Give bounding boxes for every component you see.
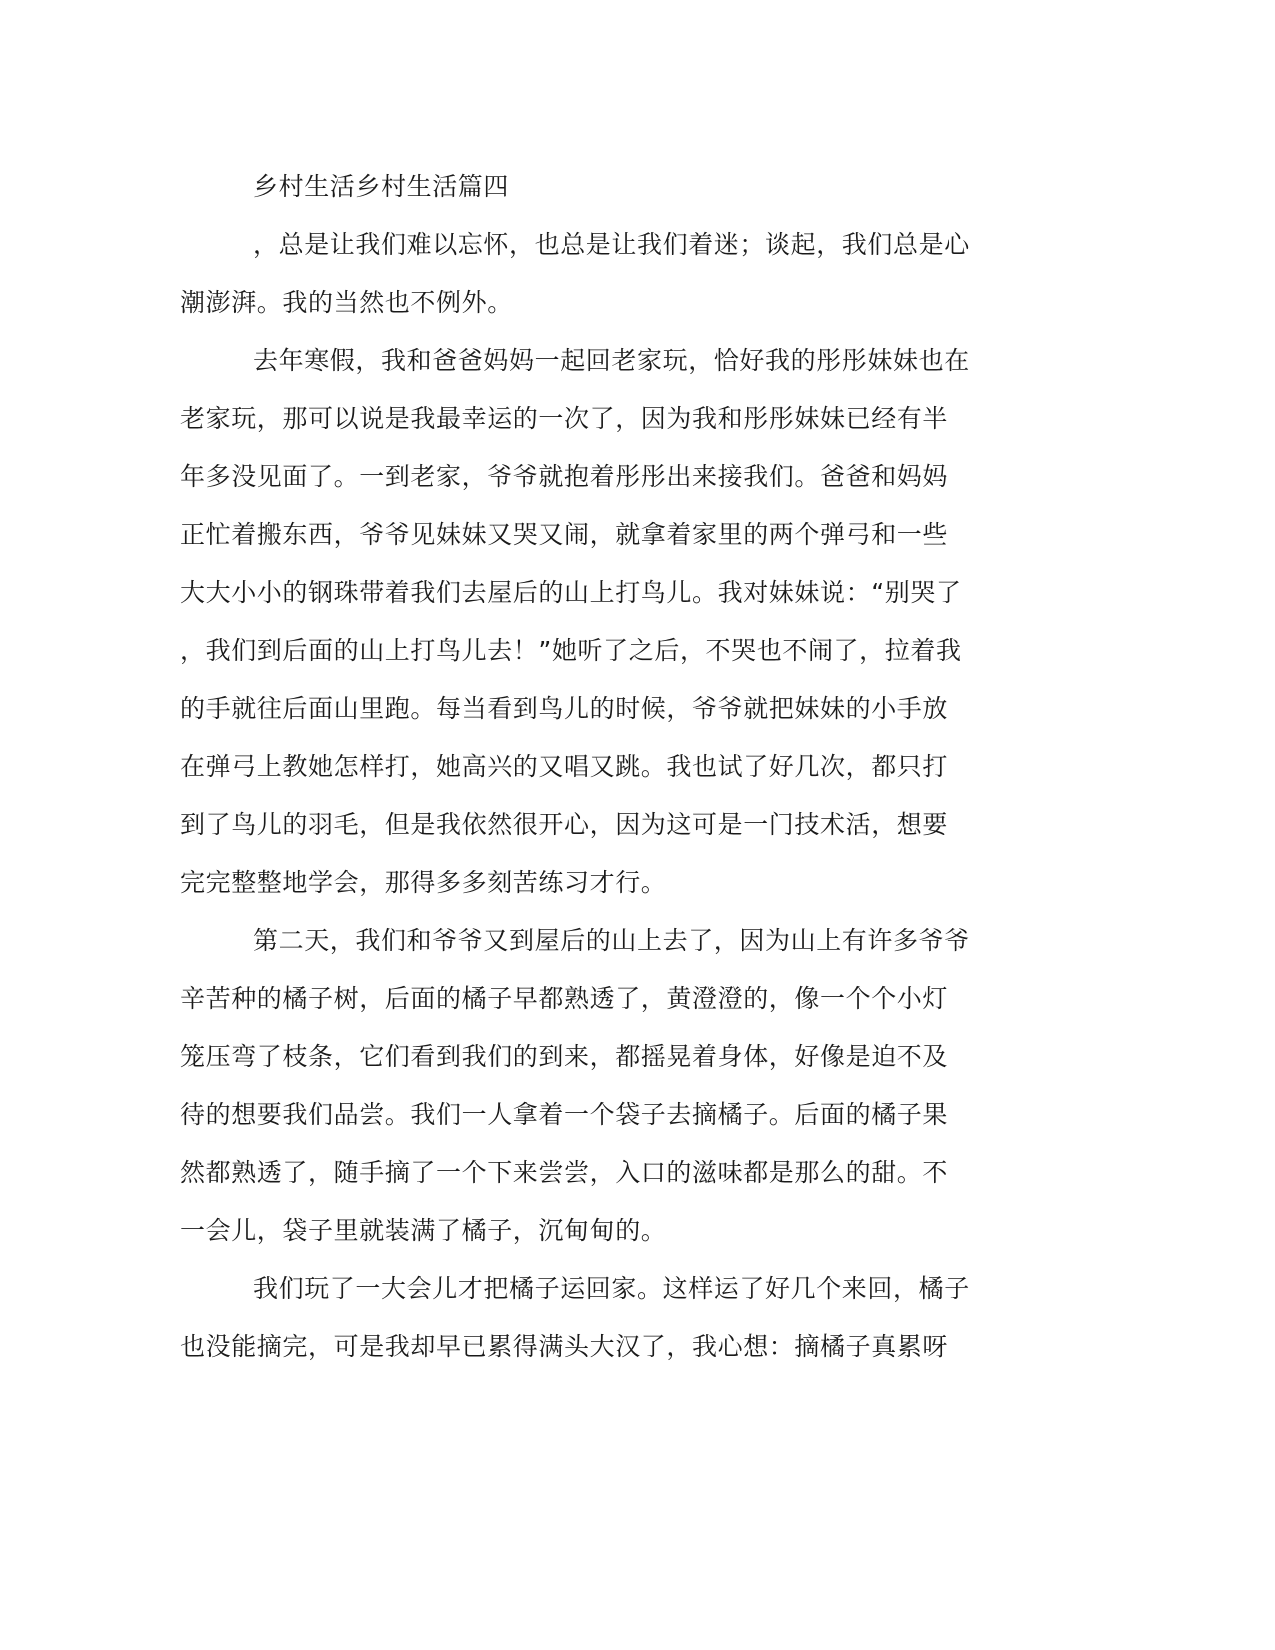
paragraph-1 xyxy=(180,216,1040,332)
paragraph-2 xyxy=(180,332,1040,912)
paragraph-line: 然都熟透了，随手摘了一个下来尝尝，入口的滋味都是那么的甜。不 xyxy=(180,1158,949,1187)
paragraph-line: 去年寒假，我和爸爸妈妈一起回老家玩，恰好我的彤彤妹妹也在 xyxy=(253,346,970,375)
paragraph-line: 年多没见面了。一到老家，爷爷就抱着彤彤出来接我们。爸爸和妈妈 xyxy=(180,462,949,491)
paragraph-line: ，总是让我们难以忘怀，也总是让我们着迷；谈起，我们总是心 xyxy=(253,230,970,259)
paragraph-line: 的手就往后面山里跑。每当看到鸟儿的时候，爷爷就把妹妹的小手放 xyxy=(180,694,949,723)
paragraph-4 xyxy=(180,1260,1040,1376)
document-title: 乡村生活乡村生活篇四 xyxy=(253,172,510,201)
paragraph-line: 辛苦种的橘子树，后面的橘子早都熟透了，黄澄澄的，像一个个小灯 xyxy=(180,984,949,1013)
paragraph-line: 潮澎湃。我的当然也不例外。 xyxy=(180,288,513,317)
paragraph-line: 我们玩了一大会儿才把橘子运回家。这样运了好几个来回，橘子 xyxy=(253,1274,970,1303)
paragraph-line: 也没能摘完，可是我却早已累得满头大汉了，我心想：摘橘子真累呀 xyxy=(180,1332,949,1361)
paragraph-line: 待的想要我们品尝。我们一人拿着一个袋子去摘橘子。后面的橘子果 xyxy=(180,1100,949,1129)
paragraph-3 xyxy=(180,912,1040,1260)
paragraph-line: 一会儿，袋子里就装满了橘子，沉甸甸的。 xyxy=(180,1216,667,1245)
paragraph-line: 第二天，我们和爷爷又到屋后的山上去了，因为山上有许多爷爷 xyxy=(253,926,970,955)
paragraph-line: 到了鸟儿的羽毛，但是我依然很开心，因为这可是一门技术活，想要 xyxy=(180,810,949,839)
paragraph-line: 完完整整地学会，那得多多刻苦练习才行。 xyxy=(180,868,667,897)
paragraph-line: 笼压弯了枝条，它们看到我们的到来，都摇晃着身体，好像是迫不及 xyxy=(180,1042,949,1071)
paragraph-line: 老家玩，那可以说是我最幸运的一次了，因为我和彤彤妹妹已经有半 xyxy=(180,404,949,433)
paragraph-line: ，我们到后面的山上打鸟儿去！”她听了之后，不哭也不闹了，拉着我 xyxy=(180,636,962,665)
paragraph-line: 大大小小的钢珠带着我们去屋后的山上打鸟儿。我对妹妹说：“别哭了 xyxy=(180,578,962,607)
paragraph-line: 正忙着搬东西，爷爷见妹妹又哭又闹，就拿着家里的两个弹弓和一些 xyxy=(180,520,949,549)
document-body xyxy=(180,158,1040,1376)
paragraph-line: 在弹弓上教她怎样打，她高兴的又唱又跳。我也试了好几次，都只打 xyxy=(180,752,949,781)
